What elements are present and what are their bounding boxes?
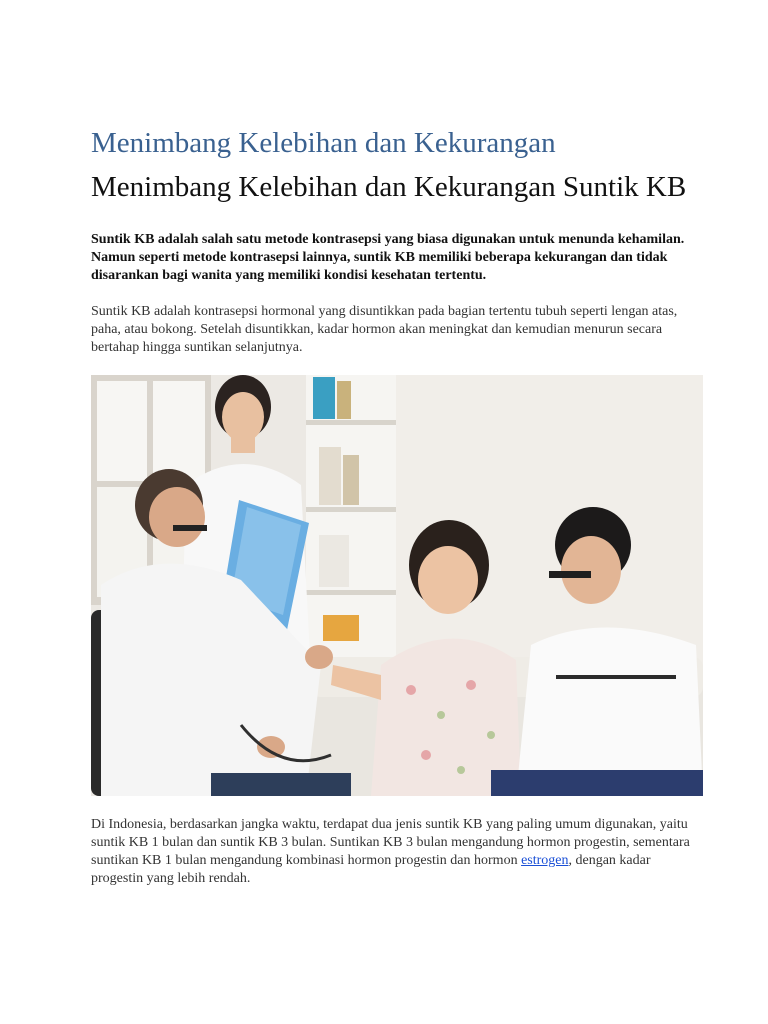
photo-illustration [91,375,703,796]
article-title: Menimbang Kelebihan dan Kekurangan Suntik KB [91,171,687,203]
body-paragraph-2-tail: , dengan kadar progestin yang lebih rendah. [91,853,651,886]
body-paragraph-2-text: Di Indonesia, berdasarkan jangka waktu, terdapat dua jenis suntik KB yang paling umum digunakan, yaitu suntik KB 1 bulan dan suntik KB 3 bulan. Suntikan KB 3 bulan mengandung hormon progestin, sementara suntikan KB 1 bulan mengandung kombinasi hormon progestin dan hormon [91,817,690,868]
doctor-consultation-photo [91,375,703,796]
lead-paragraph: Suntik KB adalah salah satu metode kontrasepsi yang biasa digunakan untuk menunda kehamilan. Namun seperti metode kontrasepsi lainnya, suntik KB memiliki beberapa kekurangan dan tidak disarankan bagi wanita yang memiliki kondisi kesehatan tertentu. [91,232,685,283]
estrogen-link[interactable]: estrogen [521,853,569,868]
article-title-blue: Menimbang Kelebihan dan Kekurangan [91,127,556,159]
body-paragraph-2 [91,816,703,888]
article [91,124,703,888]
body-paragraph-1: Suntik KB adalah kontrasepsi hormonal yang disuntikkan pada bagian tertentu tubuh seperti lengan atas, paha, atau bokong. Setelah disuntikkan, kadar hormon akan meningkat dan kemudian menurun secara bertahap hingga suntikan selanjutnya. [91,304,678,355]
